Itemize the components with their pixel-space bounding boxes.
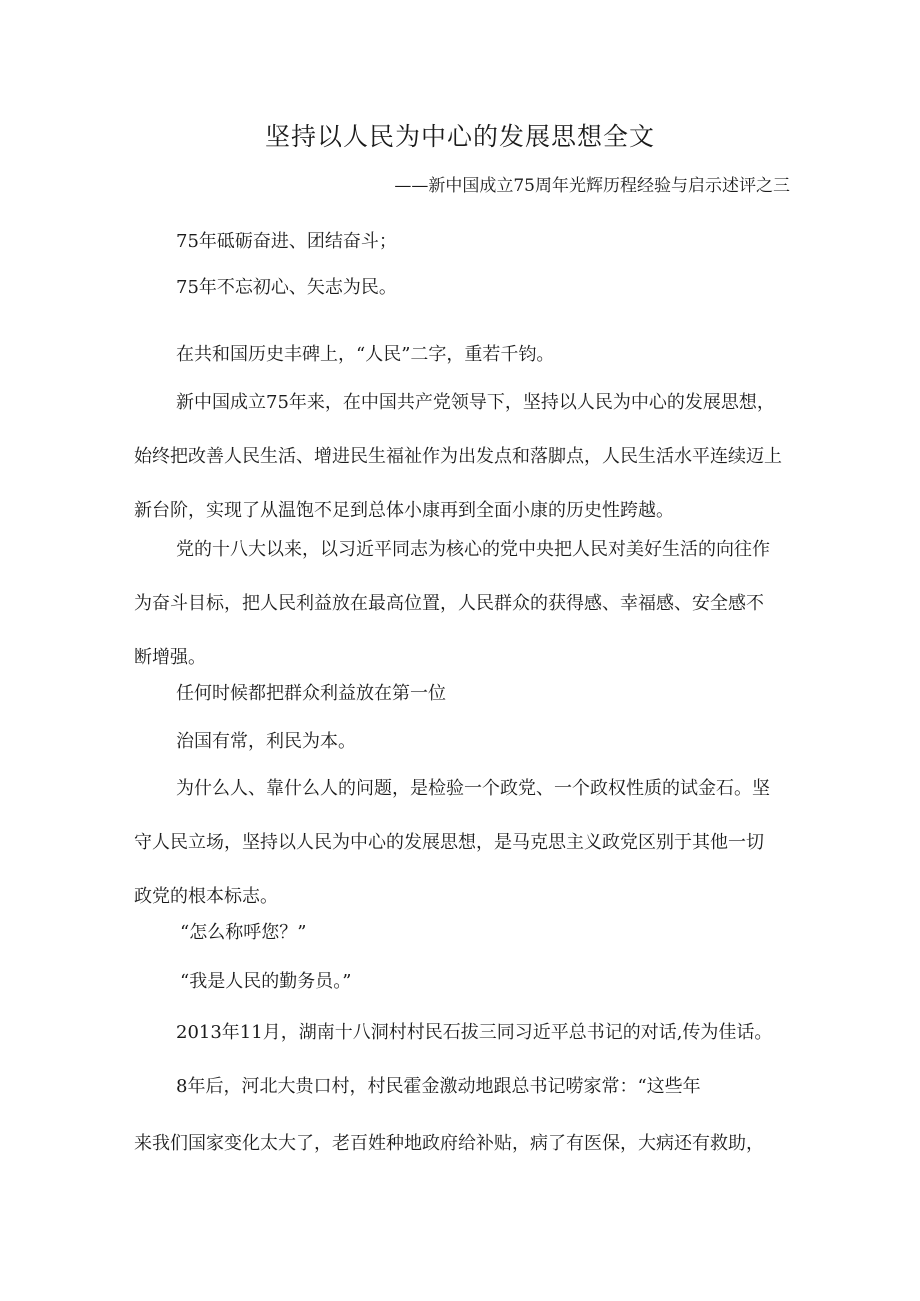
intro-line: 75年砥砺奋进、团结奋斗；	[176, 231, 397, 252]
document-subtitle: ——新中国成立75周年光辉历程经验与启示述评之三	[394, 176, 790, 196]
document-title: 坚持以人民为中心的发展思想全文	[264, 122, 655, 151]
paragraph-line: 始终把改善人民生活、增进民生福祉作为出发点和落脚点，人民生活水平连续迈上	[134, 446, 782, 467]
section-heading: 任何时候都把群众利益放在第一位	[176, 683, 446, 704]
paragraph-line: 守人民立场，坚持以人民为中心的发展思想，是马克思主义政党区别于其他一切	[134, 832, 764, 853]
intro-line: 75年不忘初心、矢志为民。	[176, 277, 397, 298]
paragraph-line: 8年后，河北大贵口村，村民霍金激动地跟总书记唠家常：“这些年	[176, 1076, 701, 1097]
paragraph	[134, 391, 794, 523]
paragraph	[134, 538, 794, 670]
paragraph-line: 来我们国家变化太大了，老百姓种地政府给补贴，病了有医保，大病还有救助，	[134, 1133, 764, 1154]
paragraph	[134, 777, 794, 909]
paragraph-line: 在共和国历史丰碑上，“人民”二字，重若千钧。	[176, 344, 555, 365]
paragraph-line: 党的十八大以来，以习近平同志为核心的党中央把人民对美好生活的向往作	[176, 539, 770, 560]
paragraph-line: 政党的根本标志。	[134, 886, 278, 907]
quote-line: “我是人民的勤务员。”	[180, 971, 352, 992]
paragraph-line: 2013年11月，湖南十八洞村村民石拔三同习近平总书记的对话,传为佳话。	[176, 1022, 773, 1043]
paragraph-line: 新台阶，实现了从温饱不足到总体小康再到全面小康的历史性跨越。	[134, 500, 674, 521]
paragraph-line: 为奋斗目标，把人民利益放在最高位置，人民群众的获得感、幸福感、安全感不	[134, 593, 764, 614]
paragraph-line: 治国有常，利民为本。	[176, 731, 356, 752]
paragraph-line: 断增强。	[134, 647, 206, 668]
paragraph-line: 新中国成立75年来，在中国共产党领导下，坚持以人民为中心的发展思想，	[176, 392, 775, 413]
paragraph-line: 为什么人、靠什么人的问题，是检验一个政党、一个政权性质的试金石。坚	[176, 778, 770, 799]
quote-line: “怎么称呼您？”	[180, 922, 307, 943]
